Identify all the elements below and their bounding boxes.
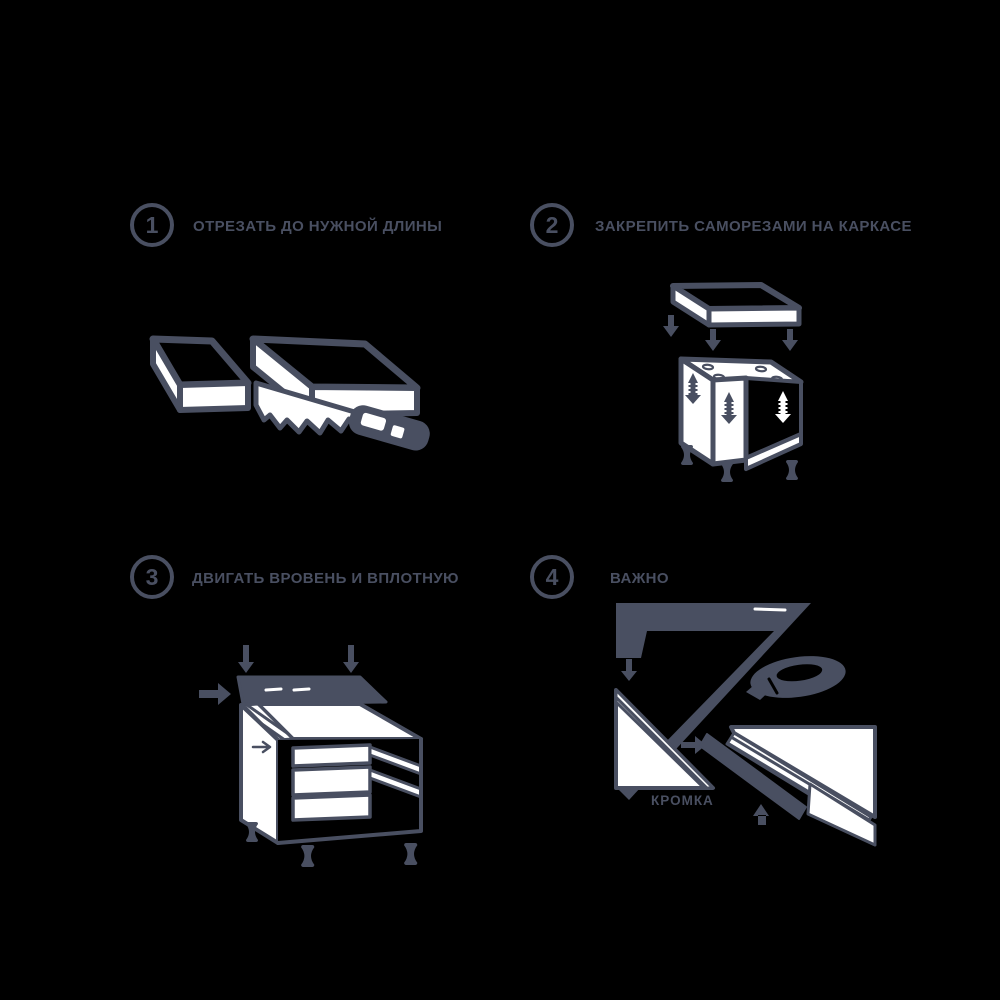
board-with-edge-band (700, 727, 875, 845)
step-2-number-badge (530, 203, 574, 247)
fasten-drawing (633, 273, 848, 488)
step-4-title: ВАЖНО (610, 570, 669, 587)
down-arrow-icon (782, 329, 798, 351)
edge-tape-roll-icon (746, 651, 848, 704)
up-arrow-icon (753, 804, 769, 825)
right-arrow-icon (199, 683, 231, 705)
step-2-number: 2 (545, 211, 559, 238)
cut-to-length-drawing (140, 325, 440, 480)
step-4-number-badge (530, 555, 574, 599)
countertop-slab (238, 677, 386, 704)
panel-2-fasten-illustration (633, 273, 848, 493)
down-arrow-icon (343, 645, 359, 673)
step-1-number-badge (130, 203, 174, 247)
left-countertop-slab (153, 339, 248, 410)
step-4-number: 4 (545, 563, 559, 590)
step-3-number: 3 (145, 563, 159, 590)
edging-drawing (603, 593, 878, 848)
panel-1-cut-illustration (140, 325, 440, 485)
step-3-title: ДВИГАТЬ ВРОВЕНЬ И ВПЛОТНУЮ (192, 570, 459, 587)
down-arrow-icon (663, 315, 679, 337)
countertop-slab (673, 285, 799, 325)
edge-band-label: КРОМКА (651, 793, 714, 808)
panel-4-edging-illustration (603, 593, 878, 853)
slide-drawing (182, 632, 437, 877)
step-1-title: ОТРЕЗАТЬ ДО НУЖНОЙ ДЛИНЫ (193, 218, 443, 235)
down-arrow-icon (705, 329, 721, 351)
down-arrow-icon (621, 659, 637, 681)
down-arrow-icon (238, 645, 254, 673)
step-1-number: 1 (145, 211, 159, 238)
cabinet-with-shelves (241, 704, 421, 843)
step-2-title: ЗАКРЕПИТЬ САМОРЕЗАМИ НА КАРКАСЕ (595, 218, 912, 235)
panel-3-slide-illustration (182, 632, 437, 882)
step-3-number-badge (130, 555, 174, 599)
